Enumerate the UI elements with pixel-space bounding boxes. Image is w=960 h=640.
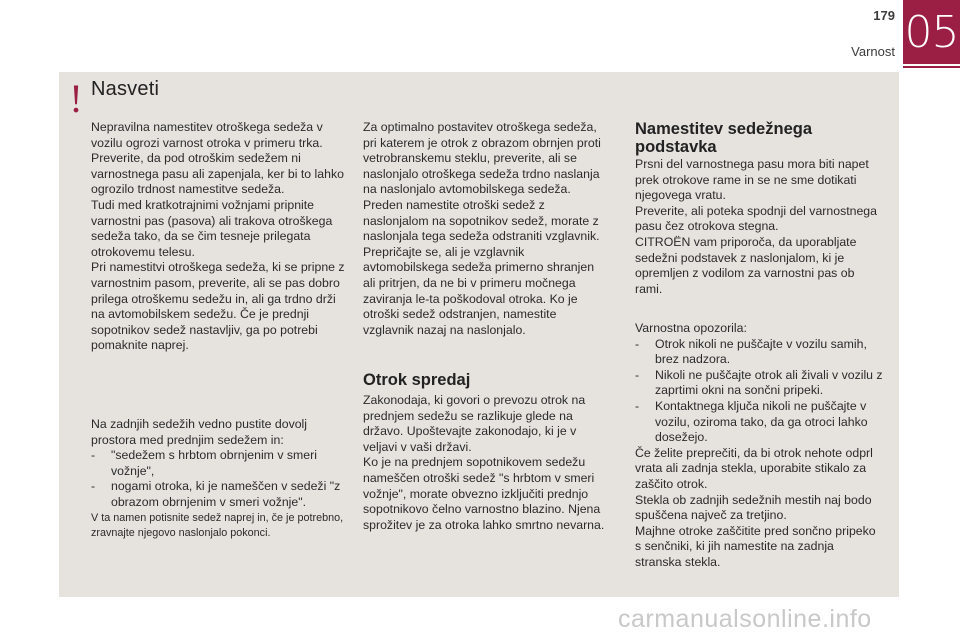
paragraph: Varnostna opozorila:: [635, 321, 747, 335]
list-item: - Nikoli ne puščajte otrok ali živali v vozilu z zaprtimi okni na sončni pripeki.: [635, 368, 883, 399]
section-name: Varnost: [851, 44, 895, 59]
list-item: - Kontaktnega ključa nikoli ne puščajte v vozilu, oziroma tako, da ga otroci lahko dosežejo.: [635, 399, 883, 446]
exclamation-icon: !: [69, 76, 83, 121]
paragraph: Preden namestite otroški sedež z naslonjalom na sopotnikov sedež, morate z naslonjala tega sedeža odstraniti vzglavnik. Prepričajte se, ali je vzglavnik avtomobilskega sedeža primerno shranjen ali pritrjen, da ne bi v primeru močnega zaviranja le-ta poškodoval otroka. Ko je otroški sedež odstranjen, namestite vzglavnik nazaj na naslonjalo.: [363, 197, 600, 337]
column-2-bottom-text: [363, 393, 608, 533]
note: V ta namen potisnite sedež naprej in, če je potrebno, zravnajte njegovo naslonjalo pokonci.: [91, 511, 344, 540]
paragraph: Majhne otroke zaščitite pred sončno pripeko s senčniki, ki jih namestite na zadnja stranska stekla.: [635, 523, 876, 569]
paragraph: CITROËN vam priporoča, da uporabljate sedežni podstavek z naslonjalom, ki je opremljen z vodilom za varnostni pas ob rami.: [635, 234, 857, 296]
list-item: - Otrok nikoli ne puščajte v vozilu samih, brez nadzora.: [635, 337, 883, 368]
spacing-list: [91, 448, 346, 510]
paragraph: Če želite preprečiti, da bi otrok nehote odprl vrata ali zadnja stekla, uporabite stikalo za zaščito otrok.: [635, 445, 873, 491]
list-item: - "sedežem s hrbtom obrnjenim v smeri vožnje",: [91, 448, 346, 479]
paragraph: Preverite, da pod otroškim sedežem ni varnostnega pasu ali zapenjala, ker bi to lahko ogrozilo trdnost namestitve sedeža.: [91, 151, 344, 197]
safety-warnings-list: [635, 337, 883, 446]
section-heading-booster: Namestitev sedežnega podstavka: [635, 120, 812, 156]
paragraph: Preverite, ali poteka spodnji del varnostnega pasu čez otrokova stegna.: [635, 203, 877, 234]
column-3-top-text: [635, 157, 883, 297]
section-heading-front-child: Otrok spredaj: [363, 371, 471, 389]
paragraph: Pri namestitvi otroškega sedeža, ki se pripne z varnostnim pasom, preverite, ali se pas dobro prilega otroškemu sedežu in, ali ga trdno drži na avtomobilskem sedežu. Če je prednji sopotnikov sedež nastavljiv, ga po potrebi pomaknite naprej.: [91, 260, 345, 353]
paragraph: Ko je na prednjem sopotnikovem sedežu nameščen otroški sedež "s hrbtom v smeri vožnje", morate obvezno izključiti prednjo sopotnikovo čelno varnostno blazino. Njena sprožitev je za otroka lahko smrtno nevarna.: [363, 455, 605, 532]
paragraph: Na zadnjih sedežih vedno pustite dovolj prostora med prednjim sedežem in:: [91, 417, 308, 447]
chapter-tab-underline: [903, 66, 960, 68]
paragraph: Tudi med kratkotrajnimi vožnjami pripnite varnostni pas (pasova) ali trakova otroškega sedeža tako, da se čim tesneje prilegata otrokovemu telesu.: [91, 197, 333, 259]
watermark: carmanualsonline.info: [618, 605, 872, 633]
panel-title: Nasveti: [91, 78, 160, 100]
column-2-top-text: [363, 120, 608, 338]
column-3-warnings: [635, 321, 883, 571]
chapter-tab: 05: [903, 0, 960, 64]
page-number: 179: [873, 8, 895, 23]
paragraph: Nepravilna namestitev otroškega sedeža v vozilu ogrozi varnost otroka v primeru trka.: [91, 120, 323, 150]
column-1-top-text: [91, 120, 346, 354]
paragraph: Stekla ob zadnjih sedežnih mestih naj bodo spuščena največ za tretjino.: [635, 492, 872, 523]
paragraph: Zakonodaja, ki govori o prevozu otrok na prednjem sedežu se razlikuje glede na državo. Upoštevajte zakonodajo, ki je v veljavi v vaši državi.: [363, 393, 586, 454]
column-1-bottom-text: [91, 417, 346, 542]
list-item: - nogami otroka, ki je nameščen v sedeži "z obrazom obrnjenim v smeri vožnje".: [91, 479, 346, 510]
paragraph: Za optimalno postavitev otroškega sedeža, pri katerem je otrok z obrazom obrnjen proti vetrobranskemu steklu, preverite, ali se naslonjalo otroškega sedeža trdno naslanja na naslonjalo avtomobilskega sedeža.: [363, 120, 601, 197]
paragraph: Prsni del varnostnega pasu mora biti napet prek otrokove rame in se ne sme dotikati njegovega vratu.: [635, 157, 869, 203]
